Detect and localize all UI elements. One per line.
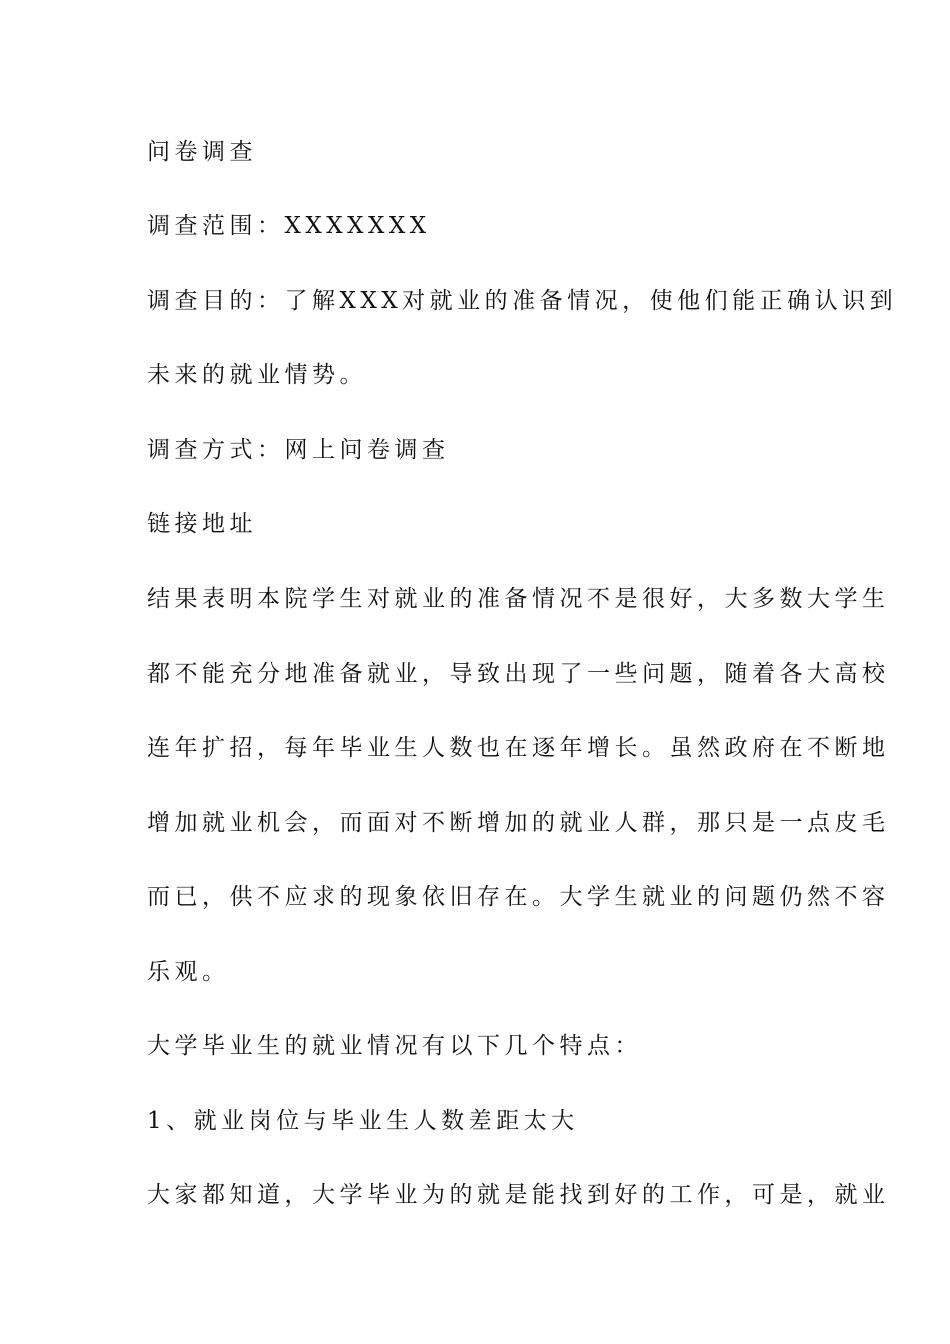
results-paragraph-line-2: 都不能充分地准备就业，导致出现了一些问题，随着各大高校 bbox=[147, 661, 890, 687]
results-paragraph-line-1: 结果表明本院学生对就业的准备情况不是很好，大多数大学生 bbox=[147, 586, 890, 612]
results-paragraph-line-5: 而已，供不应求的现象依旧存在。大学生就业的问题仍然不容 bbox=[147, 884, 890, 910]
feature-heading-1: 1、就业岗位与毕业生人数差距太大 bbox=[147, 1108, 579, 1134]
survey-method: 调查方式：网上问卷调查 bbox=[147, 437, 450, 463]
results-paragraph-line-3: 连年扩招，每年毕业生人数也在逐年增长。虽然政府在不断地 bbox=[147, 735, 890, 761]
survey-scope: 调查范围：XXXXXXX bbox=[147, 213, 431, 239]
survey-purpose-line-1: 调查目的：了解XXX对就业的准备情况，使他们能正确认识到 bbox=[147, 288, 898, 314]
results-paragraph-line-4: 增加就业机会，而面对不断增加的就业人群，那只是一点皮毛 bbox=[147, 810, 890, 836]
doc-title: 问卷调查 bbox=[147, 139, 257, 165]
link-address: 链接地址 bbox=[147, 511, 257, 537]
results-paragraph-line-6: 乐观。 bbox=[147, 959, 230, 985]
feature-paragraph-line-1: 大家都知道，大学毕业为的就是能找到好的工作，可是，就业 bbox=[147, 1182, 890, 1208]
features-intro: 大学毕业生的就业情况有以下几个特点： bbox=[147, 1033, 642, 1059]
survey-purpose-line-2: 未来的就业情势。 bbox=[147, 362, 367, 388]
